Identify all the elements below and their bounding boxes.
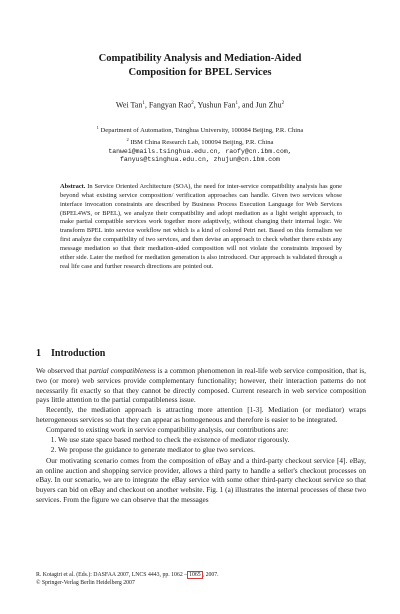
author-separator: , [144, 100, 149, 110]
author-affil-mark: 2 [281, 101, 285, 106]
author-separator: , and [238, 100, 256, 110]
email-line-2: fanyus@tsinghua.edu.cn, zhujun@cn.ibm.com [120, 156, 280, 164]
paragraph-text: is a common phenomenon in real-life web service composition, that is, two (or more) web services provide complementary functionality; however, their interaction patterns do not necessarily fit exactly so that they cannot be directly composed. Current research in web service composition pays little attention to the partial compatibleness issue. [36, 366, 366, 405]
title-line-2: Composition for BPEL Services [128, 67, 272, 78]
author-affil-mark: 1 [142, 101, 145, 106]
author-name: Jun Zhu [255, 100, 282, 110]
author-affil-mark: 2 [191, 101, 194, 106]
paragraph-2: Recently, the mediation approach is attracting more attention [1-3]. Mediation (or mediator) wraps heterogeneous services so that they can appear as homogeneous and therefore is easier to be integrated. [36, 405, 366, 424]
author-name: Wei Tan [115, 100, 143, 110]
affiliation-1 [40, 124, 360, 136]
paragraph-text: We observed that [36, 366, 89, 375]
affil-mark: 1 [96, 125, 99, 130]
paper-title [40, 52, 360, 80]
author-list [40, 99, 360, 111]
affil-text: Department of Automation, Tsinghua University, 100084 Beijing, P.R. China [100, 127, 304, 135]
author-name: Yushun Fan [197, 100, 236, 110]
section-heading [36, 348, 105, 360]
affiliation-2 [40, 136, 360, 148]
citation-text: R. Kotagiri et al. (Eds.): DASFAA 2007, LNCS 4443, pp. 1062 – [36, 572, 188, 578]
affiliations [40, 124, 360, 165]
author-name: Fangyan Rao [148, 100, 192, 110]
affil-mark: 2 [126, 136, 129, 142]
abstract-text: In Service Oriented Architecture (SOA), the need for inter-service compatibility analysis has gone beyond what existing service composition/ verification approaches can handle. Given two services whose interface invocation constraints are described by Business Process Execution Language for Web Services (BPEL4WS, or BPEL), we analyze their compatibility and adopt mediation as a light weight approach, to make partial compatible services work together more adaptively, without changing their internal logic. We transform BPEL into service workflow net which is a kind of colored Petri net. Based on this formalism we first analyze the compatibility of two services, and then devise an approach to check whether there exists any message mediation so that their mediation-aided composition will not violate the constraints imposed by either side. Later the method for mediation generation is also introduced. Our approach is validated through a real life case and further research directions are pointed out. [60, 183, 342, 270]
emphasis-text: partial compatibleness [88, 366, 156, 375]
citation-line [36, 571, 366, 579]
author-affil-mark: 1 [235, 101, 238, 106]
abstract-label: Abstract. [60, 183, 86, 190]
copyright-line: © Springer-Verlag Berlin Heidelberg 2007 [36, 580, 135, 586]
contribution-list [36, 435, 366, 455]
body-text [36, 366, 366, 505]
contribution-item: 1. We use state space based method to check the existence of mediator rigorously. [58, 435, 366, 445]
abstract [60, 183, 342, 271]
page-footer [36, 571, 366, 587]
page-number-link[interactable]: 1065 [189, 572, 201, 578]
email-line-1: tanwei@mails.tsinghua.edu.cn, raofy@cn.ibm.com, [108, 147, 292, 155]
paragraph-4: Our motivating scenario comes from the composition of eBay and a third-party checkout service [4]. eBay, an online auction and shopping service provider, allows a third party to handle a seller's checkout processes on eBay. In our scenario, we are to integrate the eBay service with some other third-party checkout service so that buyers can bid on eBay and checkout on another website. Fig. 1 (a) illustrates the internal processes of these two services. From the figure we can observe that the messages [36, 455, 366, 504]
author-separator: , [193, 100, 198, 110]
citation-text: , 2007. [202, 572, 219, 578]
contribution-item: 2. We propose the guidance to generate mediator to glue two services. [58, 445, 366, 455]
paragraph-1 [36, 366, 366, 405]
section-title: Introduction [51, 348, 106, 359]
paragraph-3: Compared to existing work in service compatibility analysis, our contributions are: [46, 424, 289, 434]
affil-text: IBM China Research Lab, 100094 Beijing, P.R. China [130, 138, 274, 146]
title-line-1: Compatibility Analysis and Mediation-Aided [98, 53, 302, 64]
section-number: 1 [36, 348, 41, 359]
